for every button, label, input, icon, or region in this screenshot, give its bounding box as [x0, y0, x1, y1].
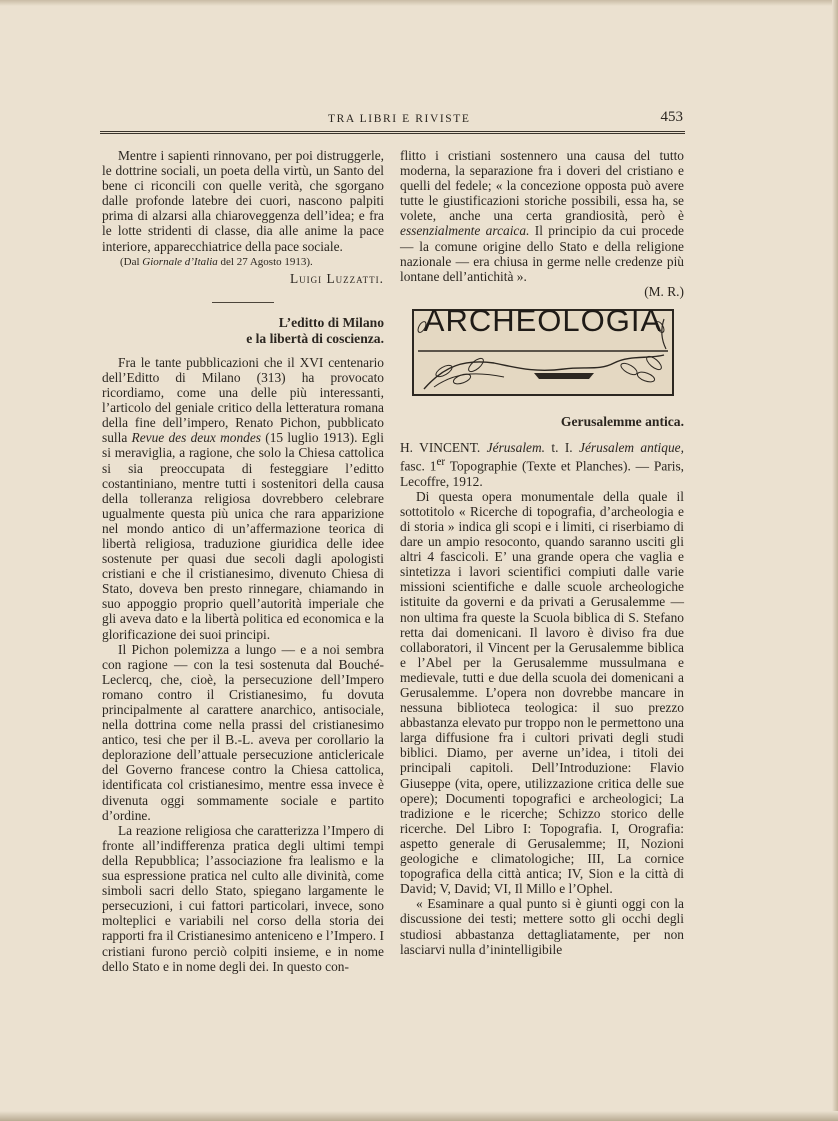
archeologia-banner — [412, 302, 674, 396]
continued-italic: essenzialmente arcaica. — [400, 223, 530, 239]
running-head — [100, 110, 685, 134]
ref-title-1: Jérusalem. — [486, 440, 546, 456]
paragraph-1-a: Fra le tante pubblicazioni che il XVI centenario dell’Editto di Milano (313) ha provocato ricordiamo, come una delle più interessanti, l’articolo del geniale critico della letteratura romana della fine dell’impero, Renato Pichon, pubblicato sulla — [102, 354, 384, 446]
article-title-line1: L’editto di Milano — [278, 314, 384, 330]
source-citation — [102, 255, 384, 270]
continued-paragraph — [400, 148, 684, 284]
signature: (M. R.) — [644, 283, 684, 299]
running-title: TRA LIBRI E RIVISTE — [328, 113, 471, 125]
header-rule — [100, 131, 685, 134]
page-top-edge — [0, 0, 838, 6]
ref-author: H. VINCENT. — [400, 440, 481, 456]
page-number: 453 — [660, 109, 683, 125]
continued-text-b: Il principio da cui procede — la comune origine dello Stato e della religione nazionale — era chiusa in germe nelle credenze più lontane dell’antichità ». — [400, 223, 684, 284]
banner-title: ARCHEOLOGIA — [423, 302, 663, 338]
article-title-line2: e la libertà di coscienza. — [246, 330, 384, 346]
ref-title-2: Jérusalem antique, — [579, 440, 684, 456]
intro-paragraph: Mentre i sapienti rinnovano, per poi distruggerle, le dottrine sociali, un poeta della virtù, un Santo del bene ci riconcili con quelle verità, che sgorgano dalle profonde latebre dei cuori, nascono palpiti prima di alzarsi alla chiaroveggenza dell’idea; e fra le lotte stridenti di classe, dia alle anime la pace interiore, apparecchiatrice della pace sociale. — [102, 148, 384, 254]
ref-fasc: fasc. 1 — [400, 458, 437, 474]
article-title-gerusalemme: Gerusalemme antica. — [560, 413, 684, 429]
journal-title: Revue des deux mondes — [131, 430, 262, 446]
paragraph-1 — [102, 355, 384, 642]
right-column — [400, 148, 684, 957]
page-right-edge — [832, 0, 838, 1121]
author-signature: Luigi Luzzatti. — [289, 270, 384, 286]
bibliographic-reference — [400, 440, 684, 489]
section-separator — [212, 302, 274, 303]
continued-text-a: flitto i cristiani sostennero una causa del tutto moderna, la separazione fra i doveri del cristiano e quelli del fedele; « la concezione opposta può avere tutte le giustificazioni storiche possibili, essa ha, se volete, anche una certa grandiosità, però è — [400, 148, 684, 224]
paragraph-2: Il Pichon polemizza a lungo — e a noi sembra con ragione — con la tesi sostenuta dal Bouché-Leclercq, che, cioè, la persecuzione dell’Impero romano contro il Cristianesimo, fu dovuta principalmente al carattere anarchico, antisociale, nella dottrina come nella prassi del cristianesimo antico, tesi che per il B.-L. aveva per corollario la deplorazione dell’attuale persecuzione anticlericale del Governo francese contro la Chiesa cattolica, identificata col cristianesimo, mentre essa invece è divenuta oggi sommamente sociale e partito d’ordine. — [102, 641, 384, 823]
review-paragraph-1: Di questa opera monumentale della quale il sottotitolo « Ricerche di topografia, d’archeologia e di storia » indica gli scopi e i limiti, ci riserbiamo di dare un ampio resoconto, quando saranno usciti gli altri 4 fascicoli. E’ una grande opera che vaglia e sintetizza i lavori scientifici compiuti dalle varie missioni scientifiche e dalle scuole archeologiche istituite da governi e da privati a Gerusalemme — non ultima fra queste la Scuola biblica di S. Stefano retta dai domenicani. Il lavoro è diviso fra due collaboratori, il Vincent per la Gerusalemme biblica e l’Abel per la Gerusalemme mussulmana e medievale, tutti e due della scuola dei domenicani a Gerusalemme. L’opera non dovrebbe mancare in nessuna biblioteca teologica: il suo prezzo abbastanza elevato pur troppo non le permettono una larga diffusione fra i cultori privati degli studi biblici. Diamo, per averne un’idea, i titoli dei principali capitoli. Dell’Introduzione: Flavio Giuseppe (vita, opere, utilizzazione critica delle sue opere); Documenti topografici e archeologici; La tradizione e le ricerche; Schizzo storico delle ricerche. Del Libro I: Topografia. I, Orografia: aspetto generale di Gerusalemme; II, Nozioni geologiche e climatologiche; III, La cornice topografica della città antica; IV, Sion e la città di David; V, David; VI, Il Millo e l’Ophel. — [400, 488, 684, 897]
left-column — [102, 148, 384, 974]
page-bottom-edge — [0, 1111, 838, 1121]
source-prefix: (Dal — [120, 255, 140, 268]
paragraph-3: La reazione religiosa che caratterizza l’Impero di fronte all’indifferenza pratica degli ultimi tempi della Repubblica; l’associazione fra lealismo e la sua espressione pratica nel culto alle divinità, come simboli sacri dello Stato, spiegano largamente le persecuzioni, i cui fattori particolari, invece, sono molteplici e variabili nel corso della storia dei rapporti fra il Cristianesimo anteniceno e l’Impero. I cristiani furono perciò colpiti insieme, e in nome dello Stato e in nome degli dei. In questo con- — [102, 822, 384, 974]
ref-fasc-sup: er — [436, 456, 446, 469]
ref-rest: Topographie (Texte et Planches). — Paris, Lecoffre, 1912. — [400, 458, 685, 489]
review-paragraph-2: « Esaminare a qual punto si è giunti oggi con la discussione dei testi; mettere sotto gli occhi degli studiosi abbastanza dettagliatamente, per non lasciarvi nulla d’inintelligibile — [400, 896, 684, 957]
source-journal: Giornale d’Italia — [142, 255, 218, 268]
source-suffix: del 27 Agosto 1913). — [220, 255, 313, 268]
ref-volume: t. I. — [551, 440, 573, 456]
article-title — [102, 315, 384, 347]
paragraph-1-b: (15 luglio 1913). Egli si meraviglia, a ragione, che solo la Chiesa cattolica si sia preoccupata di festeggiare l’editto costantiniano, mentre tutti i sostenitori della causa della tolleranza religiosa dovrebbero celebrare ugualmente questa più unica che rara apparizione nel mondo antico di un’affermazione teorica di libertà religiosa, traduzione giuridica delle idee sostenute per quasi due secoli dagli apologisti cristiani e che il cristianesimo, divenuto Chiesa di Stato, doveva ben presto rinnegare, chiamando in suo appoggio proprio quell’autorità imperiale che gli aveva dato e la libertà politica ed economica e la glorificazione dei suoi principi. — [102, 430, 384, 642]
